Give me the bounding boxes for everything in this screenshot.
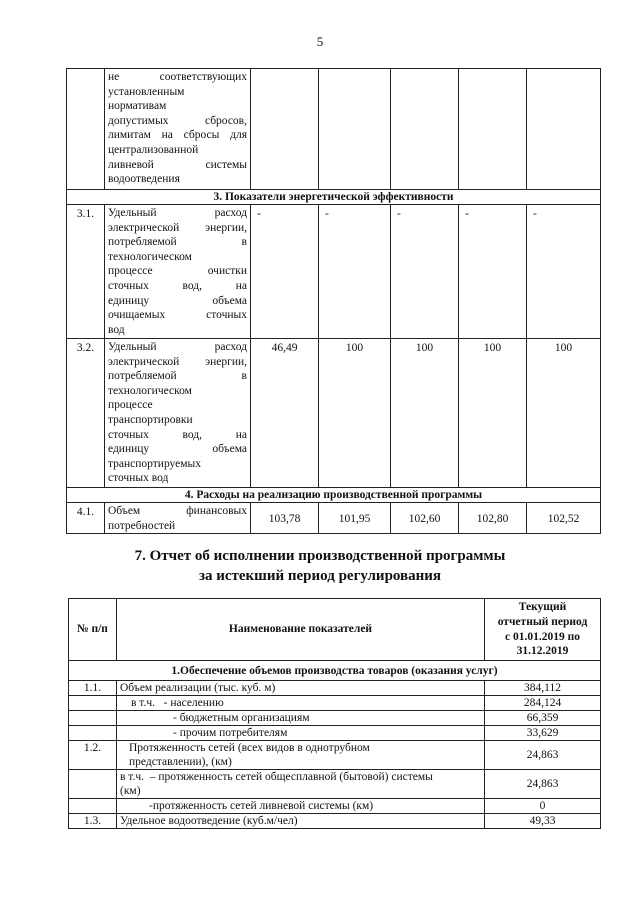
value-cell: 66,359 bbox=[485, 711, 601, 726]
table-row bbox=[69, 681, 601, 696]
value-cell: 384,112 bbox=[485, 681, 601, 696]
section-heading-1: 1.Обеспечение объемов производства товаров (оказания услуг) bbox=[69, 661, 601, 681]
table-row bbox=[69, 741, 601, 770]
section-7-title bbox=[0, 546, 640, 586]
row-number bbox=[69, 770, 117, 799]
value-cell: 102,80 bbox=[459, 503, 527, 534]
value-cell: 100 bbox=[527, 339, 601, 488]
value-cell bbox=[391, 69, 459, 190]
row-number bbox=[69, 711, 117, 726]
text-line: транспортируемых bbox=[108, 457, 202, 470]
text-line: единицу объема bbox=[108, 443, 247, 456]
value-cell: 102,52 bbox=[527, 503, 601, 534]
indicator-name bbox=[105, 205, 251, 339]
text-line: водоотведения bbox=[108, 173, 180, 186]
text-line: сточных вод, на bbox=[108, 279, 247, 292]
table-row bbox=[69, 726, 601, 741]
indicator-name: - прочим потребителям bbox=[117, 726, 485, 741]
value-cell: - bbox=[459, 205, 527, 339]
value-cell: 100 bbox=[319, 339, 391, 488]
text-line: потребляемой в bbox=[108, 370, 247, 383]
text-line: потребляемой в bbox=[108, 236, 247, 249]
section-row bbox=[67, 488, 601, 503]
value-cell: 102,60 bbox=[391, 503, 459, 534]
indicators-table-continued bbox=[66, 68, 601, 534]
header-name: Наименование показателей bbox=[117, 599, 485, 661]
text-line: в т.ч. – протяженность сетей общесплавной (бытовой) системы bbox=[120, 771, 433, 783]
value-cell bbox=[459, 69, 527, 190]
text-line: не соответствующих bbox=[108, 71, 247, 83]
indicator-name bbox=[105, 69, 251, 190]
text-line: технологическом bbox=[108, 250, 192, 263]
value-cell: 284,124 bbox=[485, 696, 601, 711]
value-cell: 100 bbox=[459, 339, 527, 488]
value-cell: 103,78 bbox=[251, 503, 319, 534]
section-row bbox=[69, 661, 601, 681]
header-num: № п/п bbox=[69, 599, 117, 661]
row-number bbox=[67, 69, 105, 190]
value-cell: 33,629 bbox=[485, 726, 601, 741]
program-report-table bbox=[68, 598, 601, 829]
row-number: 1.1. bbox=[69, 681, 117, 696]
indicator-name: Объем реализации (тыс. куб. м) bbox=[117, 681, 485, 696]
text-line: Удельный расход bbox=[108, 341, 247, 353]
value-cell: - bbox=[527, 205, 601, 339]
value-cell: - bbox=[319, 205, 391, 339]
indicator-name: -протяженность сетей ливневой системы (км) bbox=[117, 799, 485, 814]
text-line: централизованной bbox=[108, 143, 199, 156]
text-line: (км) bbox=[120, 785, 141, 797]
value-cell: 101,95 bbox=[319, 503, 391, 534]
indicator-name: в т.ч. - населению bbox=[117, 696, 485, 711]
text-line: Объем финансовых bbox=[108, 505, 247, 517]
text-line: очищаемых сточных bbox=[108, 309, 247, 322]
text-line: транспортировки bbox=[108, 413, 193, 426]
value-cell: 24,863 bbox=[485, 770, 601, 799]
table-row bbox=[69, 696, 601, 711]
table-row bbox=[67, 339, 601, 488]
row-number: 1.3. bbox=[69, 814, 117, 829]
text-line: Протяженность сетей (всех видов в однотрубном bbox=[129, 742, 370, 754]
text-line: представлении), (км) bbox=[129, 756, 232, 768]
page-number: 5 bbox=[316, 34, 324, 49]
row-number: 3.1. bbox=[67, 205, 105, 339]
indicator-name bbox=[105, 503, 251, 534]
indicator-name: - бюджетным организациям bbox=[117, 711, 485, 726]
indicator-name bbox=[117, 741, 485, 770]
text-line: технологическом bbox=[108, 384, 192, 397]
value-cell bbox=[251, 69, 319, 190]
text-line: процессе очистки bbox=[108, 265, 247, 278]
text-line: вод bbox=[108, 323, 125, 336]
text-line: допустимых сбросов, bbox=[108, 114, 247, 127]
value-cell: 24,863 bbox=[485, 741, 601, 770]
text-line: с 01.01.2019 по bbox=[505, 630, 580, 643]
value-cell: 100 bbox=[391, 339, 459, 488]
row-number bbox=[69, 726, 117, 741]
value-cell: - bbox=[391, 205, 459, 339]
section-7-title-line2: за истекший период регулирования bbox=[198, 568, 442, 584]
row-number: 4.1. bbox=[67, 503, 105, 534]
text-line: 31.12.2019 bbox=[516, 645, 569, 658]
value-cell: 49,33 bbox=[485, 814, 601, 829]
table-row bbox=[69, 770, 601, 799]
row-number: 3.2. bbox=[67, 339, 105, 488]
table-row bbox=[67, 503, 601, 534]
value-cell: - bbox=[251, 205, 319, 339]
value-cell: 0 bbox=[485, 799, 601, 814]
row-number bbox=[69, 799, 117, 814]
section-7-title-line1: 7. Отчет об исполнении производственной программы bbox=[134, 548, 506, 564]
text-line: Текущий bbox=[518, 601, 567, 614]
table-row bbox=[67, 205, 601, 339]
text-line: Удельный расход bbox=[108, 207, 247, 219]
row-number: 1.2. bbox=[69, 741, 117, 770]
text-line: процессе bbox=[108, 399, 153, 412]
indicator-name bbox=[105, 339, 251, 488]
text-line: электрической энергии, bbox=[108, 355, 247, 368]
table-row bbox=[69, 711, 601, 726]
header-period bbox=[485, 599, 601, 661]
value-cell: 46,49 bbox=[251, 339, 319, 488]
text-line: единицу объема bbox=[108, 294, 247, 307]
table-row bbox=[69, 799, 601, 814]
table-row bbox=[69, 814, 601, 829]
indicator-name: Удельное водоотведение (куб.м/чел) bbox=[117, 814, 485, 829]
text-line: лимитам на сбросы для bbox=[108, 129, 247, 142]
text-line: электрической энергии, bbox=[108, 221, 247, 234]
table-row bbox=[67, 69, 601, 190]
text-line: ливневой системы bbox=[108, 158, 247, 171]
text-line: сточных вод bbox=[108, 472, 169, 485]
section-row bbox=[67, 190, 601, 205]
text-line: нормативам bbox=[108, 100, 167, 113]
section-heading-4: 4. Расходы на реализацию производственной программы bbox=[67, 488, 601, 503]
header-row bbox=[69, 599, 601, 661]
indicator-name bbox=[117, 770, 485, 799]
text-line: установленным bbox=[108, 85, 185, 98]
value-cell bbox=[319, 69, 391, 190]
section-heading-3: 3. Показатели энергетической эффективности bbox=[67, 190, 601, 205]
text-line: потребностей bbox=[108, 519, 176, 532]
text-line: отчетный период bbox=[497, 615, 588, 628]
text-line: сточных вод, на bbox=[108, 428, 247, 441]
row-number bbox=[69, 696, 117, 711]
value-cell bbox=[527, 69, 601, 190]
